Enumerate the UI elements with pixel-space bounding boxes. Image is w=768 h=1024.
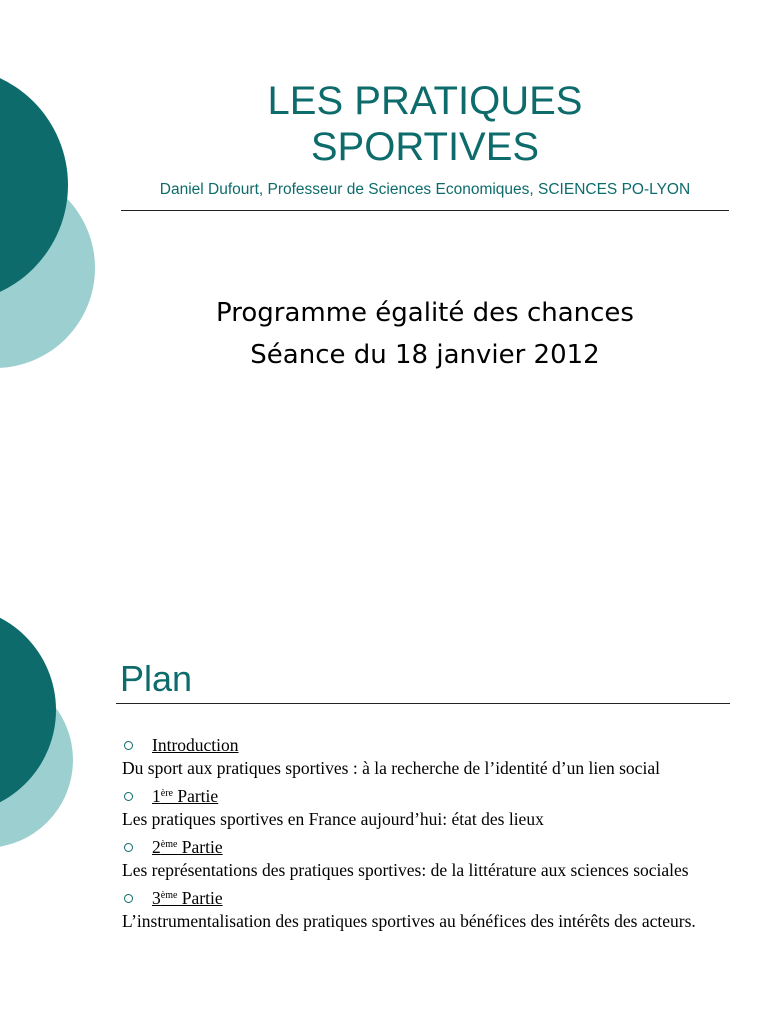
bullet-icon — [124, 843, 133, 852]
plan-heading-label — [152, 888, 223, 908]
ordinal-suffix: ème — [160, 890, 178, 901]
part-number: 1 — [152, 786, 161, 806]
title-divider — [121, 210, 729, 211]
plan-list — [122, 734, 722, 938]
plan-divider — [116, 703, 730, 704]
plan-heading-text: Partie — [172, 786, 219, 806]
part-number: 3 — [152, 888, 161, 908]
decorative-circles — [0, 0, 120, 560]
slide-title — [120, 78, 730, 170]
ordinal-suffix: ère — [160, 788, 173, 799]
ordinal-suffix: ème — [160, 839, 178, 850]
plan-slide — [0, 560, 768, 1024]
program-text — [120, 292, 730, 376]
bullet-icon — [124, 792, 133, 801]
plan-description: Les pratiques sportives en France aujourd’hui: état des lieux — [122, 809, 544, 829]
slide-title-line: LES PRATIQUES — [267, 79, 583, 123]
plan-heading — [122, 836, 722, 859]
plan-description: Les représentations des pratiques sportives: de la littérature aux sciences sociales — [122, 860, 689, 880]
slide-subtitle: Daniel Dufourt, Professeur de Sciences Economiques, SCIENCES PO-LYON — [159, 181, 691, 198]
part-number: 2 — [152, 837, 161, 857]
plan-heading-label — [152, 735, 239, 755]
plan-heading-label — [152, 837, 223, 857]
session-date-line: Séance du 18 janvier 2012 — [250, 340, 600, 370]
plan-heading-label — [152, 786, 218, 806]
slide-title-line: SPORTIVES — [310, 125, 540, 169]
plan-description: Du sport aux pratiques sportives : à la recherche de l’identité d’un lien social — [122, 758, 660, 778]
plan-heading — [122, 734, 722, 757]
program-line: Programme égalité des chances — [216, 298, 634, 328]
plan-heading — [122, 785, 722, 808]
plan-heading-text: Partie — [177, 888, 223, 908]
plan-heading-text: Introduction — [152, 735, 239, 755]
plan-heading-text: Partie — [177, 837, 223, 857]
bullet-icon — [124, 894, 133, 903]
bullet-icon — [124, 741, 133, 750]
plan-description: L’instrumentalisation des pratiques sportives au bénéfices des intérêts des acteurs. — [122, 911, 696, 931]
decorative-circles — [0, 560, 120, 1024]
plan-title: Plan — [120, 658, 193, 699]
plan-heading — [122, 887, 722, 910]
